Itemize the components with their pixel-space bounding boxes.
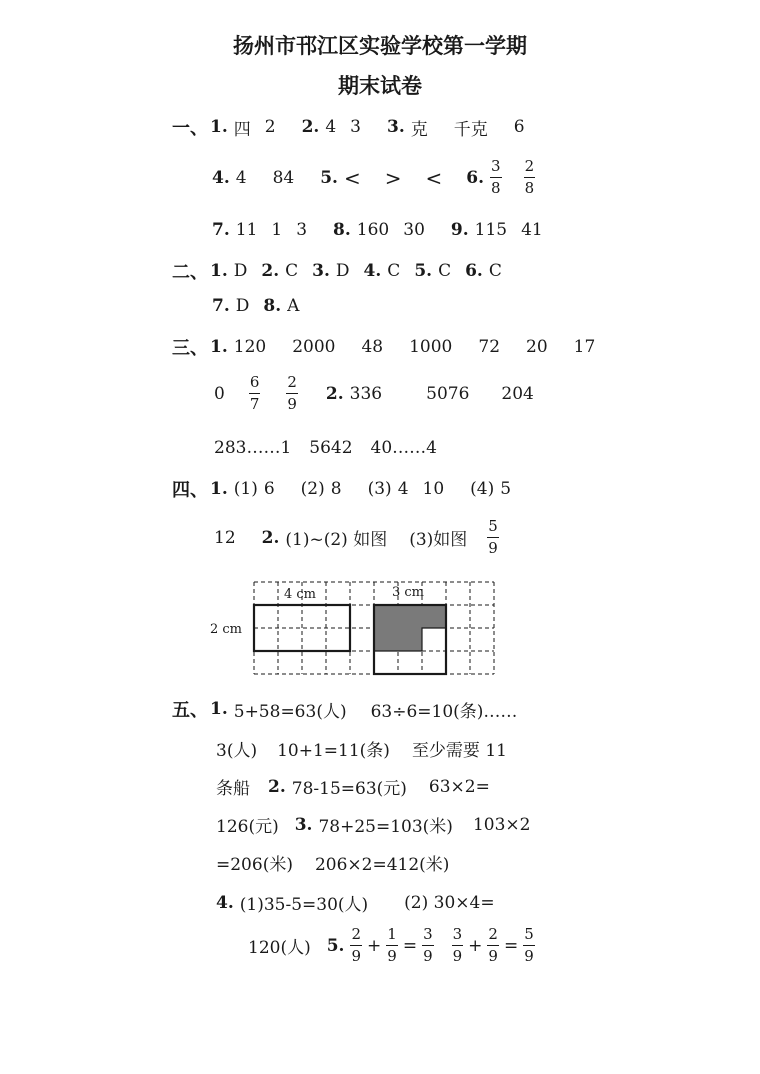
sub-question: (1) [233, 479, 258, 499]
question-number: 1. [210, 479, 228, 499]
operator: = [402, 935, 418, 956]
question-number: 4. [212, 167, 230, 188]
question-number: 9. [450, 220, 469, 240]
question-number: 2. [325, 383, 344, 404]
answer: 120(人) [248, 938, 311, 958]
denominator: 9 [524, 947, 534, 965]
question-number: 3. [294, 814, 313, 835]
fraction [350, 926, 362, 965]
answer: 126(元) [216, 817, 279, 837]
denominator: 9 [351, 947, 362, 965]
sub-question: (2) [300, 479, 325, 499]
denominator: 9 [488, 947, 498, 965]
page-title: 扬州市邗江区实验学校第一学期 [233, 34, 527, 58]
answer: 78-15=63(元) [291, 779, 407, 799]
answer: 克 [410, 119, 428, 140]
denominator: 9 [387, 947, 397, 965]
answer: 84 [272, 167, 295, 188]
question-number: 4. [363, 261, 382, 281]
answer: 17 [573, 337, 596, 357]
question-number: 7. [212, 220, 230, 240]
question-number: 2. [261, 261, 280, 281]
label-2cm: 2 cm [210, 622, 243, 637]
section-5-line-3 [216, 774, 490, 799]
answer: 160 [356, 220, 390, 240]
answer: 204 [501, 383, 534, 404]
section-4-line-1 [172, 476, 511, 502]
answer: 40……4 [370, 438, 437, 458]
answer: =206(米) [216, 855, 293, 875]
section-5-line-2 [216, 736, 507, 761]
answer: (1)~(2) 如图 [285, 530, 388, 550]
answer: D [335, 261, 350, 281]
answer: 48 [361, 337, 384, 357]
fraction [386, 926, 398, 965]
fraction [523, 926, 535, 965]
question-number: 1. [210, 117, 228, 137]
answer: 78+25=103(米) [318, 817, 453, 837]
section-1-line-2 [212, 158, 535, 197]
fraction [249, 374, 261, 413]
answer: C [438, 261, 452, 281]
question-number: 4. [216, 892, 234, 913]
numerator: 3 [490, 158, 502, 178]
denominator: 7 [249, 395, 260, 413]
fraction [524, 158, 536, 197]
answer: 至少需要 11 [411, 741, 507, 761]
answer: 10+1=11(条) [277, 741, 390, 761]
question-number: 6. [465, 261, 483, 281]
question-number: 5. [326, 935, 345, 956]
answer: 千克 [453, 119, 488, 140]
numerator: 6 [249, 374, 261, 394]
question-number: 7. [212, 296, 230, 316]
section-3-line-1 [172, 334, 595, 360]
sub-question: (3) [367, 479, 392, 499]
answer: 5+58=63(人) [233, 701, 347, 722]
section-5-line-5 [216, 850, 449, 875]
answer: 6 [263, 479, 275, 499]
answer: 120 [233, 337, 267, 357]
answer: 4 [325, 117, 337, 137]
section-label: 五、 [172, 700, 208, 721]
sub-question: (4) [470, 479, 495, 499]
numerator: 3 [422, 926, 434, 946]
operator: + [468, 935, 483, 956]
fraction [452, 926, 464, 965]
answer: 103×2 [472, 814, 531, 835]
answer: 5 [500, 479, 512, 499]
answer: 4 [397, 479, 409, 499]
denominator: 8 [491, 179, 501, 197]
section-1-line-1 [172, 114, 525, 140]
numerator: 5 [523, 926, 535, 946]
shaded-shape [374, 605, 446, 651]
question-number: 1. [210, 699, 228, 719]
answer: 283……1 [214, 438, 292, 458]
denominator: 8 [524, 179, 535, 197]
numerator: 2 [350, 926, 362, 946]
fraction [487, 926, 499, 965]
label-3cm: 3 cm [392, 585, 425, 600]
section-3-line-2 [214, 374, 534, 413]
question-number: 8. [333, 220, 351, 240]
denominator: 9 [488, 539, 498, 557]
section-label: 三、 [172, 338, 208, 359]
answer: 2000 [292, 337, 336, 357]
answer: 20 [526, 337, 548, 357]
answer: 1 [271, 220, 283, 240]
answer: C [488, 261, 502, 281]
answer: D [235, 296, 250, 316]
fraction [487, 518, 499, 557]
numerator: 2 [286, 374, 298, 394]
answer: 10 [422, 479, 445, 499]
question-number: 5. [414, 261, 433, 281]
section-5-line-6 [216, 890, 495, 915]
fraction [422, 926, 434, 965]
answer: 5642 [309, 438, 353, 458]
label-4cm: 4 cm [284, 587, 317, 602]
answer: 8 [330, 479, 342, 499]
fraction [490, 158, 502, 197]
numerator: 1 [386, 926, 398, 946]
answer: 11 [235, 220, 258, 240]
page-subtitle: 期末试卷 [338, 74, 422, 98]
denominator: 9 [287, 395, 297, 413]
numerator: 3 [452, 926, 464, 946]
section-5-line-7 [248, 926, 535, 965]
section-5-line-1 [172, 696, 517, 722]
comparison-symbol: < [425, 165, 443, 190]
answer: 30 [403, 220, 425, 240]
numerator: 2 [487, 926, 499, 946]
denominator: 9 [452, 947, 463, 965]
answer: 41 [521, 220, 543, 240]
question-number: 1. [210, 261, 228, 281]
section-2-line-2 [212, 296, 299, 316]
section-label: 二、 [172, 262, 208, 283]
question-number: 2. [301, 117, 320, 137]
answer: D [233, 261, 248, 281]
fraction [286, 374, 298, 413]
section-label: 四、 [172, 480, 208, 501]
answer: 206×2=412(米) [314, 855, 450, 875]
answer: A [287, 296, 300, 316]
answer: 4 [235, 167, 247, 188]
answer: 63×2= [428, 776, 490, 797]
answer: 336 [349, 383, 383, 404]
question-number: 6. [466, 167, 485, 188]
answer: C [285, 261, 299, 281]
question-number: 1. [210, 337, 228, 357]
answer: (3)如图 [409, 530, 468, 550]
answer: 5076 [426, 383, 470, 404]
question-number: 2. [261, 527, 280, 548]
answer: 63÷6=10(条)…… [370, 701, 518, 722]
section-label: 一、 [172, 118, 208, 139]
answer: (2) 30×4= [404, 892, 495, 913]
answer: 3 [296, 220, 308, 240]
comparison-symbol: < [343, 165, 361, 190]
answer: 条船 [216, 779, 250, 799]
operator: = [503, 935, 519, 956]
section-2-line-1 [172, 258, 502, 284]
numerator: 2 [524, 158, 536, 178]
question-number: 2. [268, 776, 286, 797]
question-number: 8. [263, 296, 282, 316]
answer: 3 [350, 117, 361, 137]
grid-figure [206, 574, 506, 684]
answer: 四 [233, 119, 251, 140]
answer: 0 [214, 383, 225, 404]
answer: 1000 [409, 337, 453, 357]
denominator: 9 [423, 947, 433, 965]
answer: (1)35-5=30(人) [239, 895, 369, 915]
answer: 6 [513, 117, 525, 137]
section-5-line-4 [216, 812, 530, 837]
answer: 72 [478, 337, 501, 357]
numerator: 5 [487, 518, 499, 538]
operator: + [367, 935, 382, 956]
question-number: 3. [386, 117, 405, 137]
section-4-line-2 [214, 518, 499, 557]
answer: 3(人) [216, 741, 258, 761]
question-number: 5. [320, 167, 338, 188]
answer: 2 [264, 117, 276, 137]
section-1-line-3 [212, 220, 543, 240]
section-3-line-3 [214, 438, 437, 458]
comparison-symbol: > [384, 165, 402, 190]
answer: 115 [474, 220, 508, 240]
answer: C [387, 261, 401, 281]
answer: 12 [214, 527, 236, 548]
question-number: 3. [312, 261, 330, 281]
